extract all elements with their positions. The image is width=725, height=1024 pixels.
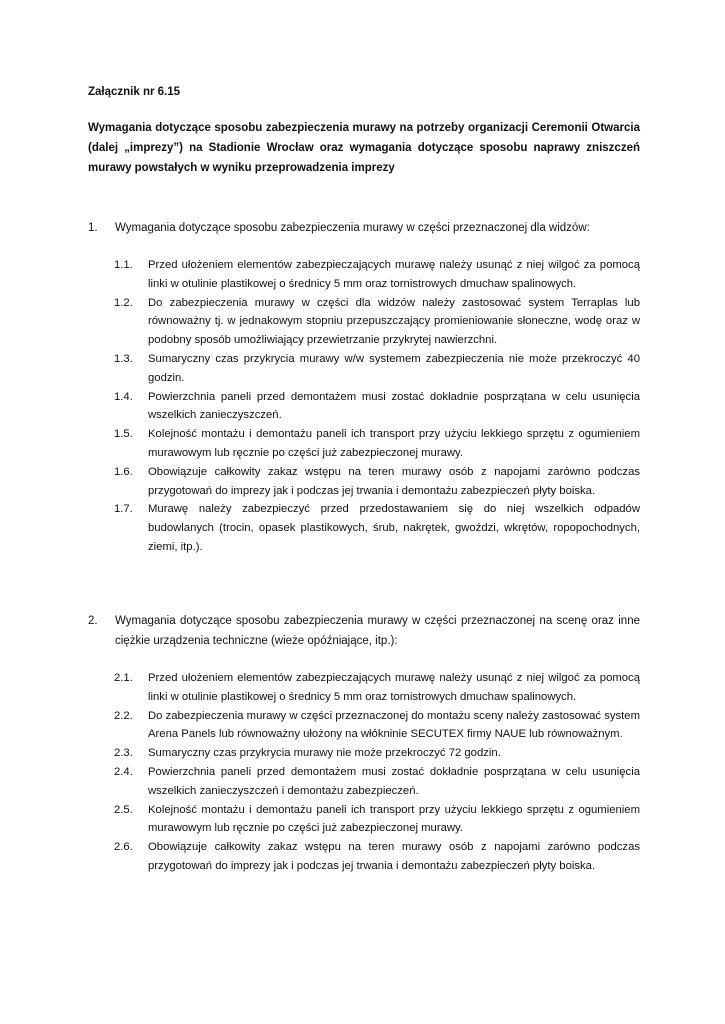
item-number: 2.2. xyxy=(114,709,133,722)
item-text: Powierzchnia paneli przed demontażem musi zostać dokładnie posprzątana w celu usunięcia wszelkich zanieczyszczeń. xyxy=(148,390,640,422)
item-text: Murawę należy zabezpieczyć przed przedostawaniem się do niej wszelkich odpadów budowlanych (trocin, opasek plastikowych, śrub, nakrętek, gwoździ, wkrętów, ropopochodnych, ziemi, itp.). xyxy=(148,503,640,553)
item-number: 1.3. xyxy=(114,352,133,365)
list-item xyxy=(88,350,640,388)
section-1-heading-text: Wymagania dotyczące sposobu zabezpieczenia murawy w części przeznaczonej dla widzów: xyxy=(115,222,590,234)
list-item xyxy=(88,388,640,426)
section-2 xyxy=(88,611,640,876)
item-text: Kolejność montażu i demontażu paneli ich transport przy użyciu lekkiego sprzętu z ogumieniem murawowym lub ręcznie po części już zabezpieczonej murawy. xyxy=(148,428,640,459)
section-2-heading-text: Wymagania dotyczące sposobu zabezpieczenia murawy w części przeznaczonej na scenę oraz inne ciężkie urządzenia techniczne (wieże opóźniające, itp.): xyxy=(115,615,640,647)
section-1-items xyxy=(88,256,640,557)
list-item xyxy=(88,707,640,745)
item-number: 2.6. xyxy=(114,841,133,854)
item-number: 1.5. xyxy=(114,428,133,441)
list-item xyxy=(88,838,640,876)
item-number: 1.2. xyxy=(114,296,133,309)
item-number: 1.7. xyxy=(114,503,133,516)
item-text: Przed ułożeniem elementów zabezpieczających murawę należy usunąć z niej wilgoć za pomocą linki w otulinie plastikowej o średnicy 5 mm oraz tornistrowych dmuchaw spalinowych. xyxy=(148,259,640,290)
item-text: Powierzchnia paneli przed demontażem musi zostać dokładnie posprzątana w celu usunięcia wszelkich zanieczyszczeń i demontażu zabezpieczeń. xyxy=(148,765,640,797)
section-2-number: 2. xyxy=(88,615,98,627)
section-1-number: 1. xyxy=(88,222,98,234)
section-2-heading xyxy=(88,611,640,651)
section-1-heading xyxy=(88,218,640,238)
item-text: Obowiązuje całkowity zakaz wstępu na teren murawy osób z napojami zarówno podczas przygotowań do imprezy jak i podczas jej trwania i demontażu zabezpieczeń płyty boiska. xyxy=(148,841,640,872)
item-number: 2.4. xyxy=(114,765,133,778)
item-text: Sumaryczny czas przykrycia murawy w/w systemem zabezpieczenia nie może przekroczyć 40 godzin. xyxy=(148,352,640,384)
list-item xyxy=(88,256,640,294)
list-item xyxy=(88,744,640,763)
list-item xyxy=(88,425,640,463)
item-number: 1.6. xyxy=(114,465,133,478)
item-text: Do zabezpieczenia murawy w części dla widzów należy zastosować system Terraplas lub równoważny tj. w jednakowym stopniu przepuszczający promieniowanie słoneczne, wodę oraz w podobny sposób umożliwiający przewietrzanie przykrytej nawierzchni. xyxy=(148,296,640,347)
item-number: 1.1. xyxy=(114,259,133,271)
item-text: Obowiązuje całkowity zakaz wstępu na teren murawy osób z napojami zarówno podczas przygotowań do imprezy jak i podczas jej trwania i demontażu zabezpieczeń płyty boiska. xyxy=(148,465,640,497)
item-number: 2.3. xyxy=(114,747,133,760)
list-item xyxy=(88,463,640,501)
annex-label: Załącznik nr 6.15 xyxy=(88,86,181,98)
list-item xyxy=(88,669,640,707)
item-text: Do zabezpieczenia murawy w części przeznaczonej do montażu sceny należy zastosować system Arena Panels lub równoważny ułożony na włókninie SECUTEX firmy NAUE lub równoważnym. xyxy=(148,709,640,741)
list-item xyxy=(88,500,640,556)
section-1 xyxy=(88,218,640,557)
item-text: Kolejność montażu i demontażu paneli ich transport przy użyciu lekkiego sprzętu z ogumieniem murawowym lub ręcznie po części już zabezpieczonej murawy. xyxy=(148,803,640,835)
item-text: Przed ułożeniem elementów zabezpieczających murawę należy usunąć z niej wilgoć za pomocą linki w otulinie plastikowej o średnicy 5 mm oraz tornistrowych dmuchaw spalinowych. xyxy=(148,672,640,703)
item-number: 2.5. xyxy=(114,803,133,816)
item-number: 2.1. xyxy=(114,672,133,684)
item-text: Sumaryczny czas przykrycia murawy nie może przekroczyć 72 godzin. xyxy=(148,747,501,760)
section-2-items xyxy=(88,669,640,876)
item-number: 1.4. xyxy=(114,390,133,403)
list-item xyxy=(88,763,640,801)
list-item xyxy=(88,801,640,839)
document-title: Wymagania dotyczące sposobu zabezpieczenia murawy na potrzeby organizacji Ceremonii Otwarcia (dalej „imprezy”) na Stadionie Wrocław oraz wymagania dotyczące sposobu naprawy zniszczeń murawy powstałych w wyniku przeprowadzenia imprezy xyxy=(88,122,640,174)
list-item xyxy=(88,294,640,350)
